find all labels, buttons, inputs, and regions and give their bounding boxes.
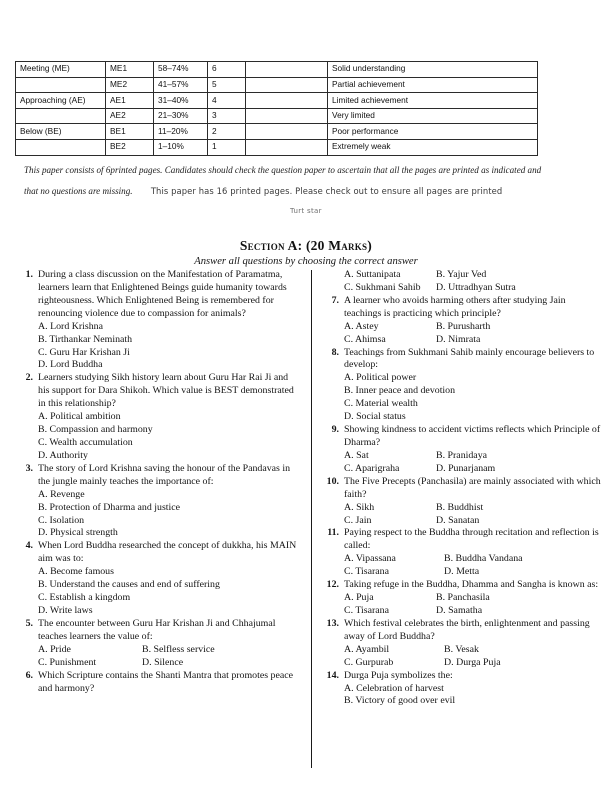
option-a[interactable]: A. Ayambil xyxy=(344,643,390,655)
grading-rubric-table xyxy=(15,61,538,156)
cell-range: 11–20% xyxy=(154,124,208,140)
option-b[interactable]: B. Tirthankar Neminath xyxy=(38,333,133,345)
option-c[interactable]: C. Gurpurab xyxy=(344,656,394,668)
option-row xyxy=(344,269,602,282)
option-c[interactable]: C. Guru Har Krishan Ji xyxy=(38,346,130,358)
cell-band: Below (BE) xyxy=(16,124,106,140)
cell-blank xyxy=(246,62,328,78)
cell-blank xyxy=(246,124,328,140)
option-a[interactable]: A. Puja xyxy=(344,592,374,604)
option-list xyxy=(344,553,602,579)
question-item xyxy=(20,540,302,618)
cell-band xyxy=(16,108,106,124)
question-number: 8. xyxy=(331,346,339,358)
handwritten-annotation: This paper has 16 printed pages. Please check out to ensure all pages are printed xyxy=(150,186,503,197)
option-row xyxy=(38,644,302,657)
cell-band: Meeting (ME) xyxy=(16,62,106,78)
table-row xyxy=(16,108,538,124)
question-stem: Teachings from Sukhmani Sahib mainly encourage believers to develop: xyxy=(344,346,595,371)
option-a[interactable]: A. Pride xyxy=(38,643,71,655)
cell-score: 3 xyxy=(208,108,246,124)
option-c[interactable]: C. Ahimsa xyxy=(344,333,386,345)
question-number: 2. xyxy=(25,372,33,384)
printed-pages-notice xyxy=(24,160,589,203)
question-number: 12. xyxy=(326,579,339,591)
option-c[interactable]: C. Isolation xyxy=(38,514,85,526)
option-b[interactable]: B. Vesak xyxy=(444,643,479,655)
cell-band xyxy=(16,139,106,155)
option-b[interactable]: B. Pranidaya xyxy=(436,449,488,461)
option-d[interactable]: D. Sanatan xyxy=(436,514,480,526)
cell-code: BE2 xyxy=(106,139,154,155)
cell-score: 4 xyxy=(208,93,246,109)
option-c[interactable]: C. Establish a kingdom xyxy=(38,592,131,604)
cell-code: ME1 xyxy=(106,62,154,78)
table-row xyxy=(16,139,538,155)
cell-descriptor: Limited achievement xyxy=(328,93,538,109)
option-row xyxy=(344,592,602,605)
option-list xyxy=(38,489,302,541)
option-b[interactable]: B. Victory of good over evil xyxy=(344,695,456,707)
cell-code: BE1 xyxy=(106,124,154,140)
question-number: 9. xyxy=(331,424,339,436)
question-item xyxy=(20,372,302,462)
option-list xyxy=(344,644,602,670)
cell-score: 6 xyxy=(208,62,246,78)
notice-line-2: that no questions are missing. xyxy=(24,186,133,197)
option-row xyxy=(344,657,602,670)
option-list xyxy=(344,592,602,618)
question-item xyxy=(322,424,602,476)
grading-rubric-body xyxy=(16,62,538,156)
option-b[interactable]: B. Purusharth xyxy=(436,320,491,332)
option-a[interactable]: A. Lord Krishna xyxy=(38,320,103,332)
option-a[interactable]: A. Astey xyxy=(344,320,379,332)
question-stem: Paying respect to the Buddha through recitation and reflection is called: xyxy=(344,527,599,552)
question-body xyxy=(38,463,302,541)
question-item xyxy=(322,527,602,579)
option-a[interactable]: A. Revenge xyxy=(38,488,85,500)
option-row xyxy=(344,553,602,566)
question-body xyxy=(344,424,602,476)
question-item xyxy=(20,463,302,541)
option-list xyxy=(344,372,602,424)
option-row xyxy=(344,515,602,528)
option-d[interactable]: D. Write laws xyxy=(38,604,93,616)
option-row xyxy=(344,321,602,334)
cell-descriptor: Poor performance xyxy=(328,124,538,140)
option-a[interactable]: A. Sikh xyxy=(344,501,375,513)
option-a[interactable]: A. Political ambition xyxy=(38,411,121,423)
handwritten-scribble: Turt star xyxy=(290,207,322,215)
option-b[interactable]: B. Inner peace and devotion xyxy=(344,385,456,397)
question-body xyxy=(38,269,302,372)
question-item xyxy=(322,295,602,347)
option-a[interactable]: A. Sat xyxy=(344,449,369,461)
question-stem: Which Scripture contains the Shanti Mantra that promotes peace and harmony? xyxy=(38,669,294,694)
option-list xyxy=(38,321,302,373)
question-body xyxy=(344,670,602,709)
cell-blank xyxy=(246,139,328,155)
notice-line-1: This paper consists of 6printed pages. Candidates should check the question paper to ascertain that all the pages are printed as indicated and xyxy=(24,165,542,175)
option-list xyxy=(344,321,602,347)
option-d[interactable]: D. Authority xyxy=(38,449,88,461)
question-number: 5. xyxy=(25,617,33,629)
carryover-option-block xyxy=(322,269,602,295)
option-d[interactable]: D. Metta xyxy=(444,566,480,578)
option-list xyxy=(38,566,302,618)
cell-descriptor: Extremely weak xyxy=(328,139,538,155)
cell-range: 21–30% xyxy=(154,108,208,124)
question-body xyxy=(38,670,302,696)
option-list xyxy=(344,269,602,295)
option-b[interactable]: B. Compassion and harmony xyxy=(38,424,153,436)
cell-code: ME2 xyxy=(106,77,154,93)
cell-score: 2 xyxy=(208,124,246,140)
option-b[interactable]: B. Yajur Ved xyxy=(436,269,487,280)
cell-band: Approaching (AE) xyxy=(16,93,106,109)
option-c[interactable]: C. Jain xyxy=(344,514,372,526)
cell-code: AE2 xyxy=(106,108,154,124)
cell-score: 1 xyxy=(208,139,246,155)
option-c[interactable]: C. Material wealth xyxy=(344,398,418,410)
option-b[interactable]: B. Selfless service xyxy=(142,643,215,655)
question-stem: Taking refuge in the Buddha, Dhamma and Sangha is known as: xyxy=(344,579,599,591)
question-column-right xyxy=(322,269,602,708)
question-item xyxy=(322,347,602,425)
question-item xyxy=(322,618,602,670)
question-body xyxy=(344,476,602,528)
option-row xyxy=(344,450,602,463)
cell-range: 41–57% xyxy=(154,77,208,93)
cell-range: 31–40% xyxy=(154,93,208,109)
question-number: 11. xyxy=(327,527,339,539)
option-row xyxy=(344,334,602,347)
question-body xyxy=(344,618,602,670)
option-a[interactable]: A. Political power xyxy=(344,372,417,384)
option-d[interactable]: D. Silence xyxy=(142,656,184,668)
cell-descriptor: Solid understanding xyxy=(328,62,538,78)
option-row xyxy=(344,282,602,295)
question-body xyxy=(344,579,602,618)
option-a[interactable]: A. Vipassana xyxy=(344,553,396,565)
option-d[interactable]: D. Punarjanam xyxy=(436,462,496,474)
option-c[interactable]: C. Wealth accumulation xyxy=(38,436,133,448)
question-number: 10. xyxy=(326,475,339,487)
question-number: 7. xyxy=(331,294,339,306)
option-d[interactable]: D. Physical strength xyxy=(38,527,118,539)
option-row xyxy=(344,566,602,579)
option-c[interactable]: C. Aparigraha xyxy=(344,462,400,474)
question-item xyxy=(20,618,302,670)
cell-band xyxy=(16,77,106,93)
option-row xyxy=(344,605,602,618)
question-stem: Durga Puja symbolizes the: xyxy=(344,669,453,681)
option-row xyxy=(38,657,302,670)
question-stem: Showing kindness to accident victims reflects which Principle of Dharma? xyxy=(344,424,601,448)
cell-descriptor: Very limited xyxy=(328,108,538,124)
option-row xyxy=(344,644,602,657)
option-list xyxy=(344,502,602,528)
option-c[interactable]: C. Tisarana xyxy=(344,604,389,616)
question-number: 4. xyxy=(25,540,33,552)
question-stem: A learner who avoids harming others after studying Jain teachings is practicing which principle? xyxy=(344,294,566,319)
question-stem: During a class discussion on the Manifestation of Paramatma, learners learn that Enlightened Beings guide humanity towards righteousness. Which Enlightened Being is remembered for renouncing violence due to compassion for animals? xyxy=(38,269,287,319)
option-row xyxy=(344,463,602,476)
cell-blank xyxy=(246,77,328,93)
question-stem: The encounter between Guru Har Krishan Ji and Chhajumal teaches learners the value of: xyxy=(38,617,276,642)
option-a[interactable]: A. Become famous xyxy=(38,566,114,578)
question-stem: When Lord Buddha researched the concept of dukkha, his MAIN aim was to: xyxy=(38,540,297,565)
cell-descriptor: Partial achievement xyxy=(328,77,538,93)
option-c[interactable]: C. Sukhmani Sahib xyxy=(344,281,421,293)
option-a[interactable]: A. Celebration of harvest xyxy=(344,682,444,694)
cell-score: 5 xyxy=(208,77,246,93)
question-number: 13. xyxy=(326,617,339,629)
cell-blank xyxy=(246,93,328,109)
question-number: 3. xyxy=(25,462,33,474)
option-a[interactable]: A. Suttanipata xyxy=(344,269,401,280)
cell-range: 1–10% xyxy=(154,139,208,155)
option-d[interactable]: D. Uttradhyan Sutra xyxy=(436,281,516,293)
option-list xyxy=(38,411,302,463)
cell-blank xyxy=(246,108,328,124)
option-d[interactable]: D. Social status xyxy=(344,411,406,423)
option-b[interactable]: B. Protection of Dharma and justice xyxy=(38,501,181,513)
question-number: 14. xyxy=(326,669,339,681)
column-divider xyxy=(311,270,312,768)
section-instruction: Answer all questions by choosing the correct answer xyxy=(194,256,418,267)
option-c[interactable]: C. Punishment xyxy=(38,656,97,668)
option-b[interactable]: B. Buddha Vandana xyxy=(444,553,523,565)
option-list xyxy=(344,450,602,476)
option-d[interactable]: D. Nimrata xyxy=(436,333,481,345)
question-body xyxy=(344,527,602,579)
option-b[interactable]: B. Panchasila xyxy=(436,592,490,604)
question-number: 6. xyxy=(25,669,33,681)
question-number: 1. xyxy=(25,269,33,280)
option-b[interactable]: B. Buddhist xyxy=(436,501,484,513)
question-stem: The story of Lord Krishna saving the honour of the Pandavas in the jungle mainly teaches the importance of: xyxy=(38,462,291,487)
option-row xyxy=(344,502,602,515)
question-stem: The Five Precepts (Panchasila) are mainly associated with which faith? xyxy=(344,475,601,500)
table-row xyxy=(16,93,538,109)
question-item xyxy=(322,476,602,528)
question-stem: Which festival celebrates the birth, enlightenment and passing away of Lord Buddha? xyxy=(344,617,590,642)
question-body xyxy=(344,295,602,347)
option-b[interactable]: B. Understand the causes and end of suffering xyxy=(38,579,220,591)
option-d[interactable]: D. Samatha xyxy=(436,604,483,616)
option-list xyxy=(38,644,302,670)
question-body xyxy=(38,540,302,618)
table-row xyxy=(16,124,538,140)
question-item xyxy=(322,670,602,709)
question-body xyxy=(38,618,302,670)
option-d[interactable]: D. Durga Puja xyxy=(444,656,501,668)
cell-code: AE1 xyxy=(106,93,154,109)
question-stem: Learners studying Sikh history learn about Guru Har Rai Ji and his support for Dara Shikoh. Which value is BEST demonstrated in this relationship? xyxy=(38,372,294,410)
option-d[interactable]: D. Lord Buddha xyxy=(38,359,103,371)
question-item xyxy=(20,269,302,372)
table-row xyxy=(16,77,538,93)
question-column-left xyxy=(20,269,302,695)
question-body xyxy=(344,347,602,425)
question-body xyxy=(38,372,302,462)
question-item xyxy=(20,670,302,696)
option-list xyxy=(344,683,602,709)
cell-range: 58–74% xyxy=(154,62,208,78)
section-title: Section A: (20 Marks) xyxy=(239,238,373,253)
table-row xyxy=(16,62,538,78)
option-c[interactable]: C. Tisarana xyxy=(344,566,389,578)
question-item xyxy=(322,579,602,618)
